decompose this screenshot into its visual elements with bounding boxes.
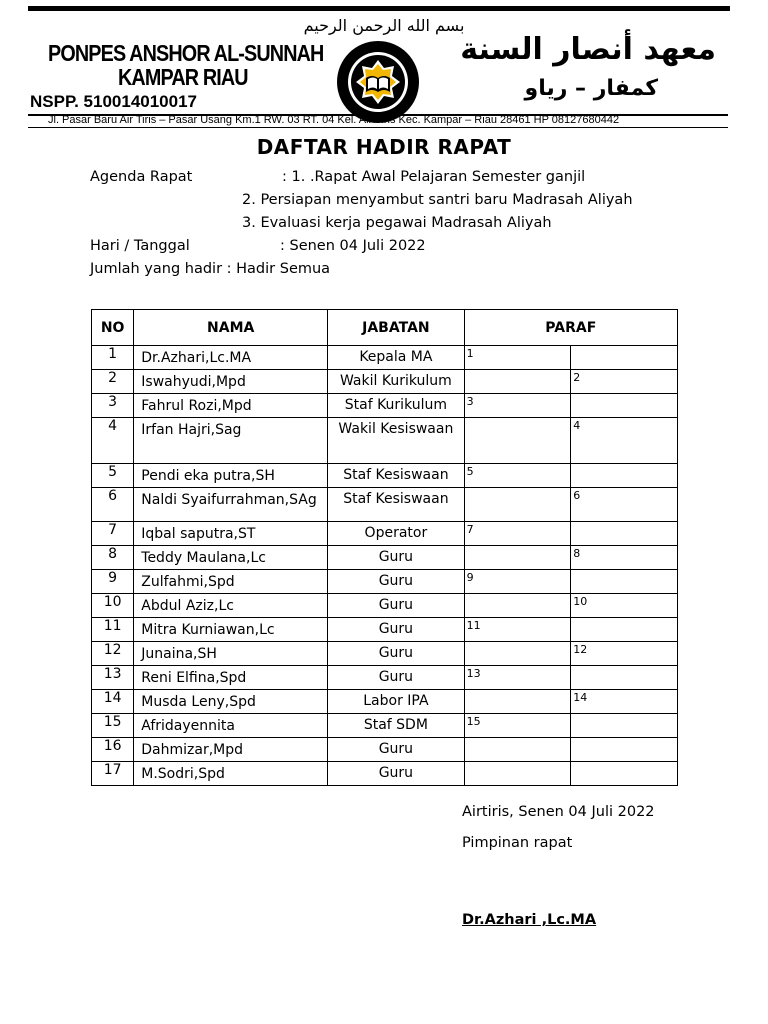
row-name-cell — [134, 642, 328, 666]
row-number: 15 — [103, 714, 122, 730]
logo-graphic — [336, 40, 420, 124]
row-paraf-left-cell — [464, 642, 571, 666]
row-number: 14 — [103, 690, 122, 706]
row-number-cell — [92, 418, 134, 464]
row-position-cell — [328, 394, 464, 418]
row-name-cell — [134, 546, 328, 570]
row-position: Guru — [378, 573, 414, 589]
row-paraf-left-cell — [464, 418, 571, 464]
row-paraf-right-cell — [571, 370, 678, 394]
row-number: 13 — [103, 666, 122, 682]
row-paraf-left: 5 — [466, 465, 474, 478]
row-paraf-right — [571, 666, 677, 667]
row-paraf-left — [465, 762, 571, 763]
row-position: Guru — [378, 669, 414, 685]
row-position-cell — [328, 690, 464, 714]
institution-name-latin: PONPES ANSHOR AL-SUNNAH — [48, 40, 324, 66]
table-row — [92, 762, 678, 786]
row-number: 7 — [108, 522, 118, 538]
row-paraf-left — [465, 690, 571, 691]
attendance-summary: Jumlah yang hadir : Hadir Semua — [90, 261, 331, 277]
row-name: Irfan Hajri,Sag — [141, 422, 242, 438]
row-paraf-right-cell — [571, 546, 678, 570]
row-paraf-right-cell — [571, 666, 678, 690]
row-name-cell — [134, 394, 328, 418]
row-paraf-right — [571, 464, 677, 465]
row-paraf-left-cell — [464, 488, 571, 522]
row-paraf-left-cell — [464, 714, 571, 738]
row-paraf-left — [465, 738, 571, 739]
row-name-cell — [134, 488, 328, 522]
table-row — [92, 370, 678, 394]
document-title: DAFTAR HADIR RAPAT — [256, 135, 512, 159]
row-paraf-right-cell — [571, 642, 678, 666]
row-position: Guru — [378, 549, 414, 565]
signature-role: Pimpinan rapat — [462, 835, 573, 851]
row-paraf-left — [465, 642, 571, 643]
row-paraf-left: 15 — [466, 715, 481, 728]
institution-address: Jl. Pasar Baru Air Tiris – Pasar Usang Km.1 RW. 03 RT. 04 Kel. Air Tiris Kec. Kampar – Riau 28461 HP 08127680442 — [48, 114, 620, 126]
row-position-cell — [328, 714, 464, 738]
institution-location-latin: KAMPAR RIAU — [118, 64, 248, 90]
table-row — [92, 522, 678, 546]
row-name: Iqbal saputra,ST — [141, 526, 256, 542]
row-paraf-right — [571, 346, 677, 347]
row-name: Reni Elfina,Spd — [141, 670, 247, 686]
row-paraf-right: 12 — [573, 643, 588, 656]
row-number: 8 — [108, 546, 118, 562]
row-number-cell — [92, 394, 134, 418]
row-name: Junaina,SH — [141, 646, 217, 662]
header-jabatan: JABATAN — [328, 310, 464, 346]
row-position-cell — [328, 594, 464, 618]
row-number: 1 — [108, 346, 118, 362]
row-number: 9 — [108, 570, 118, 586]
row-name: Naldi Syaifurrahman,SAg — [141, 492, 317, 508]
row-number-cell — [92, 618, 134, 642]
row-name: Dahmizar,Mpd — [141, 742, 244, 758]
row-name: Abdul Aziz,Lc — [141, 598, 234, 614]
row-paraf-right — [571, 570, 677, 571]
row-paraf-right-cell — [571, 714, 678, 738]
row-paraf-right-cell — [571, 570, 678, 594]
row-paraf-left: 11 — [466, 619, 481, 632]
letterhead-top-rule — [28, 6, 730, 11]
row-paraf-left-cell — [464, 394, 571, 418]
row-paraf-left-cell — [464, 762, 571, 786]
row-position-cell — [328, 418, 464, 464]
table-row — [92, 618, 678, 642]
row-name: Pendi eka putra,SH — [141, 468, 275, 484]
row-paraf-left-cell — [464, 618, 571, 642]
row-paraf-left — [465, 370, 571, 371]
basmalah: بسم الله الرحمن الرحيم — [303, 16, 465, 35]
institution-location-arabic: كمفار – رياو — [524, 76, 658, 101]
agenda-item-3: 3. Evaluasi kerja pegawai Madrasah Aliyah — [242, 215, 552, 231]
row-paraf-left — [465, 546, 571, 547]
row-name: Musda Leny,Spd — [141, 694, 256, 710]
row-paraf-right: 8 — [573, 547, 581, 560]
row-number: 17 — [103, 762, 122, 778]
row-position: Guru — [378, 645, 414, 661]
row-position-cell — [328, 570, 464, 594]
row-number: 16 — [103, 738, 122, 754]
row-paraf-right-cell — [571, 762, 678, 786]
table-row — [92, 738, 678, 762]
table-header-row — [92, 310, 678, 346]
row-paraf-right-cell — [571, 488, 678, 522]
row-number: 4 — [108, 418, 118, 434]
row-paraf-left: 7 — [466, 523, 474, 536]
row-number: 2 — [108, 370, 118, 386]
row-position-cell — [328, 666, 464, 690]
row-number-cell — [92, 464, 134, 488]
row-name-cell — [134, 618, 328, 642]
row-paraf-right-cell — [571, 464, 678, 488]
row-paraf-left — [465, 488, 571, 489]
row-name-cell — [134, 418, 328, 464]
row-name: Mitra Kurniawan,Lc — [141, 622, 275, 638]
row-paraf-right-cell — [571, 346, 678, 370]
agenda-item-1: : 1. .Rapat Awal Pelajaran Semester ganjil — [282, 169, 586, 185]
row-paraf-left-cell — [464, 546, 571, 570]
row-position-cell — [328, 738, 464, 762]
row-name: Afridayennita — [141, 718, 235, 734]
table-row — [92, 464, 678, 488]
row-name-cell — [134, 464, 328, 488]
row-number-cell — [92, 714, 134, 738]
row-number: 12 — [103, 642, 122, 658]
table-row — [92, 546, 678, 570]
row-paraf-right-cell — [571, 594, 678, 618]
table-row — [92, 666, 678, 690]
agenda-item-2: 2. Persiapan menyambut santri baru Madrasah Aliyah — [242, 192, 633, 208]
institution-name-arabic: معهد أنصار السنة — [460, 32, 716, 67]
row-paraf-left-cell — [464, 594, 571, 618]
row-position: Guru — [378, 597, 414, 613]
row-number-cell — [92, 738, 134, 762]
row-number: 5 — [108, 464, 118, 480]
row-paraf-right — [571, 714, 677, 715]
row-paraf-left-cell — [464, 522, 571, 546]
row-number: 6 — [108, 488, 118, 504]
row-name-cell — [134, 522, 328, 546]
row-number-cell — [92, 370, 134, 394]
row-paraf-left: 9 — [466, 571, 474, 584]
row-name-cell — [134, 666, 328, 690]
row-paraf-right: 4 — [573, 419, 581, 432]
row-position: Kepala MA — [359, 349, 433, 365]
row-name-cell — [134, 570, 328, 594]
row-number-cell — [92, 522, 134, 546]
row-name: Teddy Maulana,Lc — [141, 550, 266, 566]
row-position-cell — [328, 546, 464, 570]
date-label: Hari / Tanggal — [90, 238, 190, 254]
row-number-cell — [92, 594, 134, 618]
row-name-cell — [134, 762, 328, 786]
row-paraf-right-cell — [571, 618, 678, 642]
header-no: NO — [92, 310, 134, 346]
row-position: Guru — [378, 741, 414, 757]
attendance-rows — [92, 346, 678, 786]
nspp-number: NSPP. 510014010017 — [30, 92, 198, 111]
row-paraf-left: 1 — [466, 347, 474, 360]
row-paraf-right-cell — [571, 394, 678, 418]
header-nama: NAMA — [134, 310, 328, 346]
row-number-cell — [92, 570, 134, 594]
row-paraf-left: 13 — [466, 667, 481, 680]
row-paraf-right-cell — [571, 522, 678, 546]
row-position: Labor IPA — [363, 693, 429, 709]
row-position: Guru — [378, 765, 414, 781]
letterhead-bottom-rule — [28, 127, 728, 128]
row-paraf-left: 3 — [466, 395, 474, 408]
row-paraf-right — [571, 618, 677, 619]
row-paraf-left — [465, 418, 571, 419]
row-position-cell — [328, 642, 464, 666]
row-position: Operator — [364, 525, 428, 541]
row-name: Fahrul Rozi,Mpd — [141, 398, 252, 414]
row-name: Iswahyudi,Mpd — [141, 374, 246, 390]
row-paraf-left-cell — [464, 570, 571, 594]
row-number-cell — [92, 762, 134, 786]
row-number-cell — [92, 488, 134, 522]
row-number-cell — [92, 666, 134, 690]
row-position-cell — [328, 618, 464, 642]
row-number-cell — [92, 346, 134, 370]
date-value: : Senen 04 Juli 2022 — [280, 238, 426, 254]
attendance-table — [91, 309, 678, 786]
row-name-cell — [134, 714, 328, 738]
open-book-seal-icon — [336, 40, 420, 124]
row-paraf-right: 6 — [573, 489, 581, 502]
row-name-cell — [134, 738, 328, 762]
row-name-cell — [134, 346, 328, 370]
signature-place-date: Airtiris, Senen 04 Juli 2022 — [462, 804, 655, 820]
table-row — [92, 594, 678, 618]
row-position-cell — [328, 370, 464, 394]
row-position: Staf Kurikulum — [344, 397, 448, 413]
row-number: 11 — [103, 618, 122, 634]
row-paraf-left-cell — [464, 738, 571, 762]
row-paraf-left — [465, 594, 571, 595]
row-paraf-left-cell — [464, 370, 571, 394]
row-name: M.Sodri,Spd — [141, 766, 225, 782]
table-row — [92, 418, 678, 464]
table-row — [92, 690, 678, 714]
row-position-cell — [328, 464, 464, 488]
table-row — [92, 642, 678, 666]
row-paraf-right: 2 — [573, 371, 581, 384]
row-number-cell — [92, 690, 134, 714]
row-number: 3 — [108, 394, 118, 410]
row-position-cell — [328, 488, 464, 522]
row-position: Staf Kesiswaan — [343, 491, 449, 507]
row-name: Zulfahmi,Spd — [141, 574, 235, 590]
row-position: Wakil Kesiswaan — [338, 421, 454, 437]
row-paraf-right-cell — [571, 418, 678, 464]
row-position: Wakil Kurikulum — [339, 373, 452, 389]
signature-name: Dr.Azhari ,Lc.MA — [462, 912, 597, 928]
row-position-cell — [328, 762, 464, 786]
row-paraf-right: 14 — [573, 691, 588, 704]
row-position: Staf Kesiswaan — [343, 467, 449, 483]
table-row — [92, 570, 678, 594]
row-paraf-right — [571, 762, 677, 763]
row-paraf-right-cell — [571, 690, 678, 714]
row-name-cell — [134, 690, 328, 714]
row-position-cell — [328, 346, 464, 370]
table-row — [92, 346, 678, 370]
table-row — [92, 488, 678, 522]
table-row — [92, 714, 678, 738]
row-position: Guru — [378, 621, 414, 637]
table-row — [92, 394, 678, 418]
row-name: Dr.Azhari,Lc.MA — [141, 350, 252, 366]
row-name-cell — [134, 370, 328, 394]
row-paraf-right — [571, 738, 677, 739]
row-position-cell — [328, 522, 464, 546]
row-number: 10 — [103, 594, 122, 610]
row-number-cell — [92, 642, 134, 666]
row-paraf-right: 10 — [573, 595, 588, 608]
row-paraf-left-cell — [464, 464, 571, 488]
row-name-cell — [134, 594, 328, 618]
row-paraf-left-cell — [464, 690, 571, 714]
row-paraf-left-cell — [464, 666, 571, 690]
row-paraf-right — [571, 394, 677, 395]
header-paraf: PARAF — [464, 310, 677, 346]
row-number-cell — [92, 546, 134, 570]
row-position: Staf SDM — [363, 717, 428, 733]
row-paraf-right-cell — [571, 738, 678, 762]
agenda-label: Agenda Rapat — [90, 169, 193, 185]
row-paraf-left-cell — [464, 346, 571, 370]
row-paraf-right — [571, 522, 677, 523]
